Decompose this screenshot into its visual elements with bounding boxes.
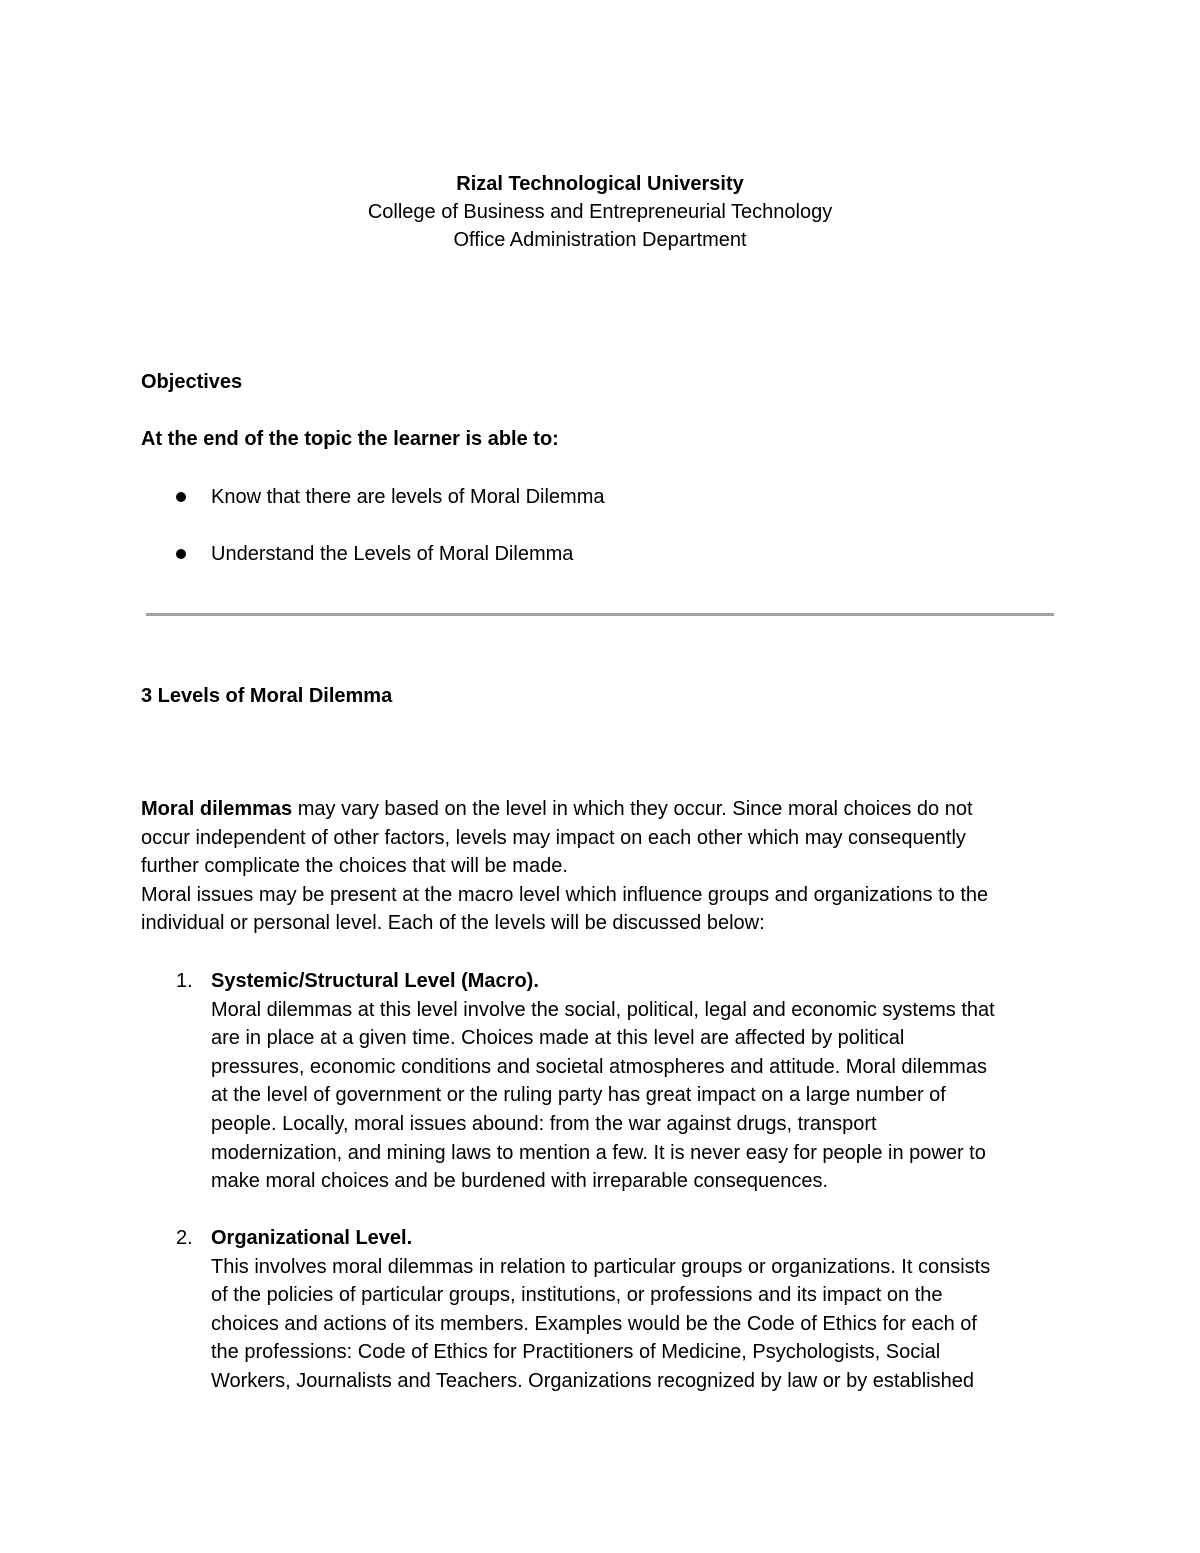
department-name: Office Administration Department [453, 229, 747, 251]
intro-line: further complicate the choices that will be made. [141, 855, 568, 878]
section-heading: 3 Levels of Moral Dilemma [141, 685, 393, 707]
bullet-icon [176, 549, 186, 559]
level-line: make moral choices and be burdened with irreparable consequences. [211, 1170, 829, 1193]
level-item-organizational [211, 1224, 1071, 1396]
level-line: the professions: Code of Ethics for Practitioners of Medicine, Psychologists, Social [211, 1341, 941, 1364]
intro-line: occur independent of other factors, levels may impact on each other which may consequently [141, 826, 966, 849]
level-item-systemic [211, 967, 1071, 1196]
horizontal-divider [146, 613, 1054, 616]
intro-bold-term: Moral dilemmas [141, 798, 293, 820]
level-line: at the level of government or the ruling party has great impact on a large number of [211, 1084, 946, 1107]
list-number: 1. [176, 970, 193, 992]
university-name: Rizal Technological University [456, 173, 744, 195]
level-line: pressures, economic conditions and societal atmospheres and attitude. Moral dilemmas [211, 1055, 987, 1078]
college-name: College of Business and Entrepreneurial Technology [367, 201, 833, 223]
objective-item: Understand the Levels of Moral Dilemma [211, 543, 574, 565]
level-line: people. Locally, moral issues abound: from the war against drugs, transport [211, 1112, 877, 1135]
intro-line: Moral issues may be present at the macro level which influence groups and organizations to the [141, 883, 989, 906]
intro-line: individual or personal level. Each of the levels will be discussed below: [141, 912, 765, 935]
document-header [0, 170, 1200, 254]
objective-item: Know that there are levels of Moral Dilemma [211, 486, 605, 508]
objectives-intro: At the end of the topic the learner is able to: [141, 428, 559, 450]
level-title: Organizational Level. [211, 1227, 413, 1249]
bullet-icon [176, 492, 186, 502]
level-line: This involves moral dilemmas in relation to particular groups or organizations. It consists [211, 1255, 991, 1278]
objectives-heading: Objectives [141, 371, 243, 393]
level-line: modernization, and mining laws to mention a few. It is never easy for people in power to [211, 1141, 986, 1164]
level-line: choices and actions of its members. Examples would be the Code of Ethics for each of [211, 1312, 977, 1335]
intro-line: may vary based on the level in which they occur. Since moral choices do not [292, 798, 973, 820]
level-line: Workers, Journalists and Teachers. Organizations recognized by law or by established [211, 1369, 974, 1392]
level-title: Systemic/Structural Level (Macro). [211, 970, 539, 992]
level-line: are in place at a given time. Choices made at this level are affected by political [211, 1027, 905, 1050]
list-number: 2. [176, 1227, 193, 1249]
level-line: Moral dilemmas at this level involve the social, political, legal and economic systems that [211, 998, 995, 1021]
level-line: of the policies of particular groups, institutions, or professions and its impact on the [211, 1284, 943, 1307]
intro-paragraph [141, 795, 1071, 938]
